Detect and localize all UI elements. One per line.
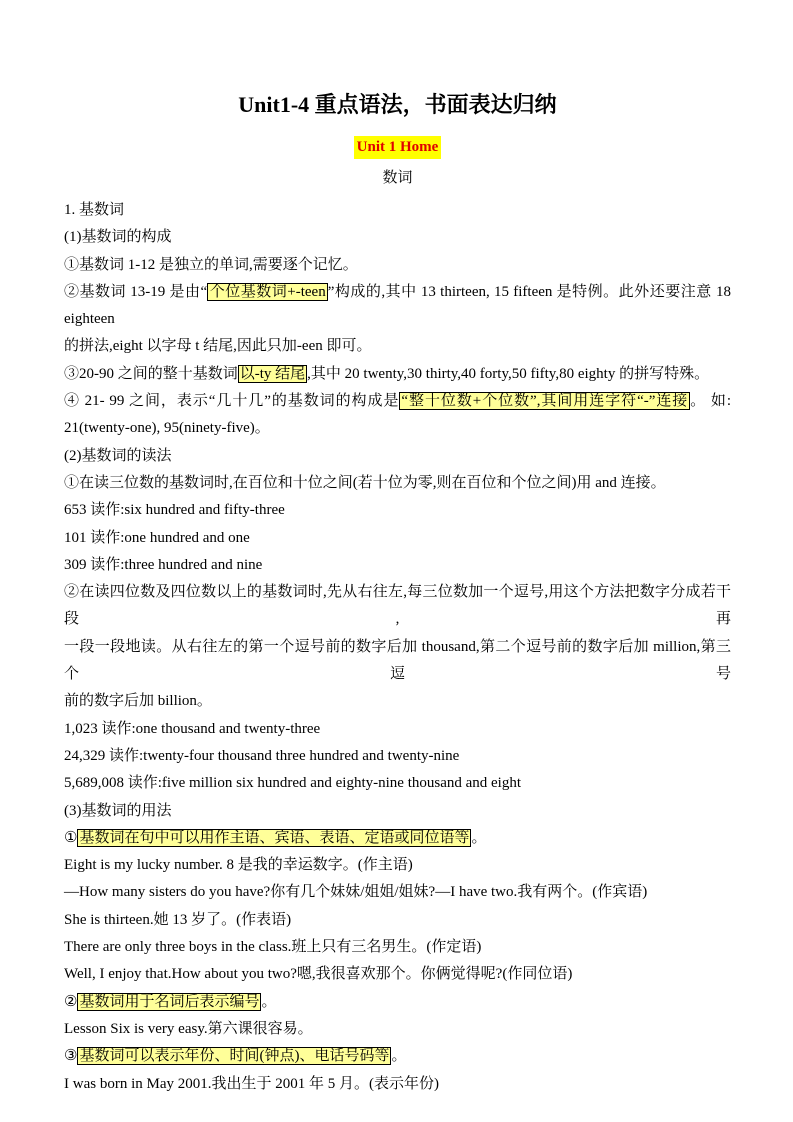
highlighted-text: 基数词在句中可以用作主语、宾语、表语、定语或同位语等 bbox=[79, 829, 470, 846]
paragraph-line bbox=[64, 688, 731, 715]
text-run: ,其中 20 twenty,30 thirty,40 forty,50 fifty,80 eighty 的拼写特殊。 bbox=[307, 365, 710, 382]
paragraph-line bbox=[64, 497, 731, 524]
paragraph-line bbox=[64, 443, 731, 470]
paragraph-line bbox=[64, 743, 731, 770]
paragraph-line bbox=[64, 1016, 731, 1043]
text-run: 的拼法,eight 以字母 t 结尾,因此只加-een 即可。 bbox=[64, 338, 372, 355]
paragraph-line bbox=[64, 252, 731, 279]
text-run: There are only three boys in the class.班上只有三名男生。(作定语) bbox=[64, 939, 482, 956]
text-run: ②基数词 13-19 是由“ bbox=[64, 283, 208, 300]
text-run: ②在读四位数及四位数以上的基数词时,先从右往左,每三位数加一个逗号,用这个方法把数字分成若干段,再 bbox=[64, 584, 731, 628]
text-run: ③ bbox=[64, 1048, 78, 1065]
text-run: 1. 基数词 bbox=[64, 202, 125, 218]
paragraph-line bbox=[64, 333, 731, 360]
document-title: Unit1-4 重点语法，书面表达归纳 bbox=[238, 92, 557, 117]
highlighted-text: 个位基数词+-teen bbox=[209, 283, 326, 300]
highlighted-text: “整十位数+个位数”,其间用连字符“-”连接 bbox=[401, 393, 689, 410]
text-run: 309 读作:three hundred and nine bbox=[64, 556, 263, 573]
text-run: 。 bbox=[471, 829, 487, 846]
paragraph-line bbox=[64, 525, 731, 552]
text-run: 653 读作:six hundred and fifty-three bbox=[64, 502, 285, 519]
highlighted-text: 基数词可以表示年份、时间(钟点)、电话号码等 bbox=[79, 1048, 390, 1065]
text-run: (2)基数词的读法 bbox=[64, 447, 172, 464]
section-subtitle: 数词 bbox=[382, 170, 413, 186]
text-run: Well, I enjoy that.How about you two?嗯,我很喜欢那个。你俩觉得呢?(作同位语) bbox=[64, 966, 573, 983]
paragraph-line bbox=[64, 1043, 731, 1070]
paragraph-line bbox=[64, 388, 731, 415]
text-run: I was born in May 2001.我出生于 2001 年 5 月。(表示年份) bbox=[64, 1075, 439, 1092]
text-run: ④ 21- 99 之间，表示“几十几”的基数词的构成是 bbox=[64, 393, 400, 410]
text-run: 1,023 读作:one thousand and twenty-three bbox=[64, 720, 321, 737]
text-run: ② bbox=[64, 993, 78, 1010]
paragraph-line bbox=[64, 934, 731, 961]
text-run: 一段一段地读。从右往左的第一个逗号前的数字后加 thousand,第二个逗号前的数字后加 million,第三个逗号 bbox=[64, 638, 731, 683]
text-run: 。 bbox=[391, 1048, 407, 1065]
paragraph-line bbox=[64, 224, 731, 251]
text-run: 101 读作:one hundred and one bbox=[64, 529, 250, 546]
text-run: 。 如: bbox=[690, 393, 732, 410]
text-run: 。 bbox=[261, 993, 277, 1010]
text-run: ①基数词 1-12 是独立的单词,需要逐个记忆。 bbox=[64, 256, 358, 273]
text-run: Eight is my lucky number. 8 是我的幸运数字。(作主语) bbox=[64, 857, 413, 874]
unit-header: Unit 1 Home bbox=[354, 136, 442, 159]
text-run: —How many sisters do you have?你有几个妹妹/姐姐/姐妹?—I have two.我有两个。(作宾语) bbox=[64, 884, 648, 901]
paragraph-line bbox=[64, 798, 731, 825]
paragraph-line bbox=[64, 197, 731, 224]
highlighted-text: 以-ty 结尾 bbox=[239, 365, 306, 382]
paragraph-line bbox=[64, 634, 731, 689]
text-run: ③20-90 之间的整十基数词 bbox=[64, 365, 238, 382]
text-run: 21(twenty-one), 95(ninety-five)。 bbox=[64, 420, 270, 437]
paragraph-line bbox=[64, 770, 731, 797]
highlighted-text: 基数词用于名词后表示编号 bbox=[79, 993, 260, 1010]
text-run: 前的数字后加 billion。 bbox=[64, 693, 212, 710]
unit-header-row bbox=[64, 136, 731, 159]
paragraph-line bbox=[64, 470, 731, 497]
text-run: She is thirteen.她 13 岁了。(作表语) bbox=[64, 911, 292, 928]
paragraph-line bbox=[64, 716, 731, 743]
text-run: 5,689,008 读作:five million six hundred and eighty-nine thousand and eight bbox=[64, 775, 522, 792]
text-run: (1)基数词的构成 bbox=[64, 229, 172, 246]
paragraph-line bbox=[64, 961, 731, 988]
text-run: 24,329 读作:twenty-four thousand three hundred and twenty-nine bbox=[64, 747, 460, 764]
text-run: (3)基数词的用法 bbox=[64, 802, 172, 819]
paragraph-line bbox=[64, 279, 731, 334]
paragraph-line bbox=[64, 579, 731, 634]
text-run: ”构成的,其中 13 thirteen, 15 fifteen 是特例。此外还要注意 18 eighteen bbox=[64, 283, 731, 328]
paragraph-line bbox=[64, 415, 731, 442]
text-run: ①在读三位数的基数词时,在百位和十位之间(若十位为零,则在百位和个位之间)用 and 连接。 bbox=[64, 474, 666, 491]
text-run: Lesson Six is very easy.第六课很容易。 bbox=[64, 1020, 313, 1037]
paragraph-line bbox=[64, 907, 731, 934]
paragraph-line bbox=[64, 361, 731, 388]
paragraph-line bbox=[64, 1071, 731, 1098]
document-body bbox=[64, 197, 731, 1098]
paragraph-line bbox=[64, 879, 731, 906]
paragraph-line bbox=[64, 989, 731, 1016]
paragraph-line bbox=[64, 552, 731, 579]
paragraph-line bbox=[64, 825, 731, 852]
text-run: ① bbox=[64, 829, 78, 846]
paragraph-line bbox=[64, 852, 731, 879]
